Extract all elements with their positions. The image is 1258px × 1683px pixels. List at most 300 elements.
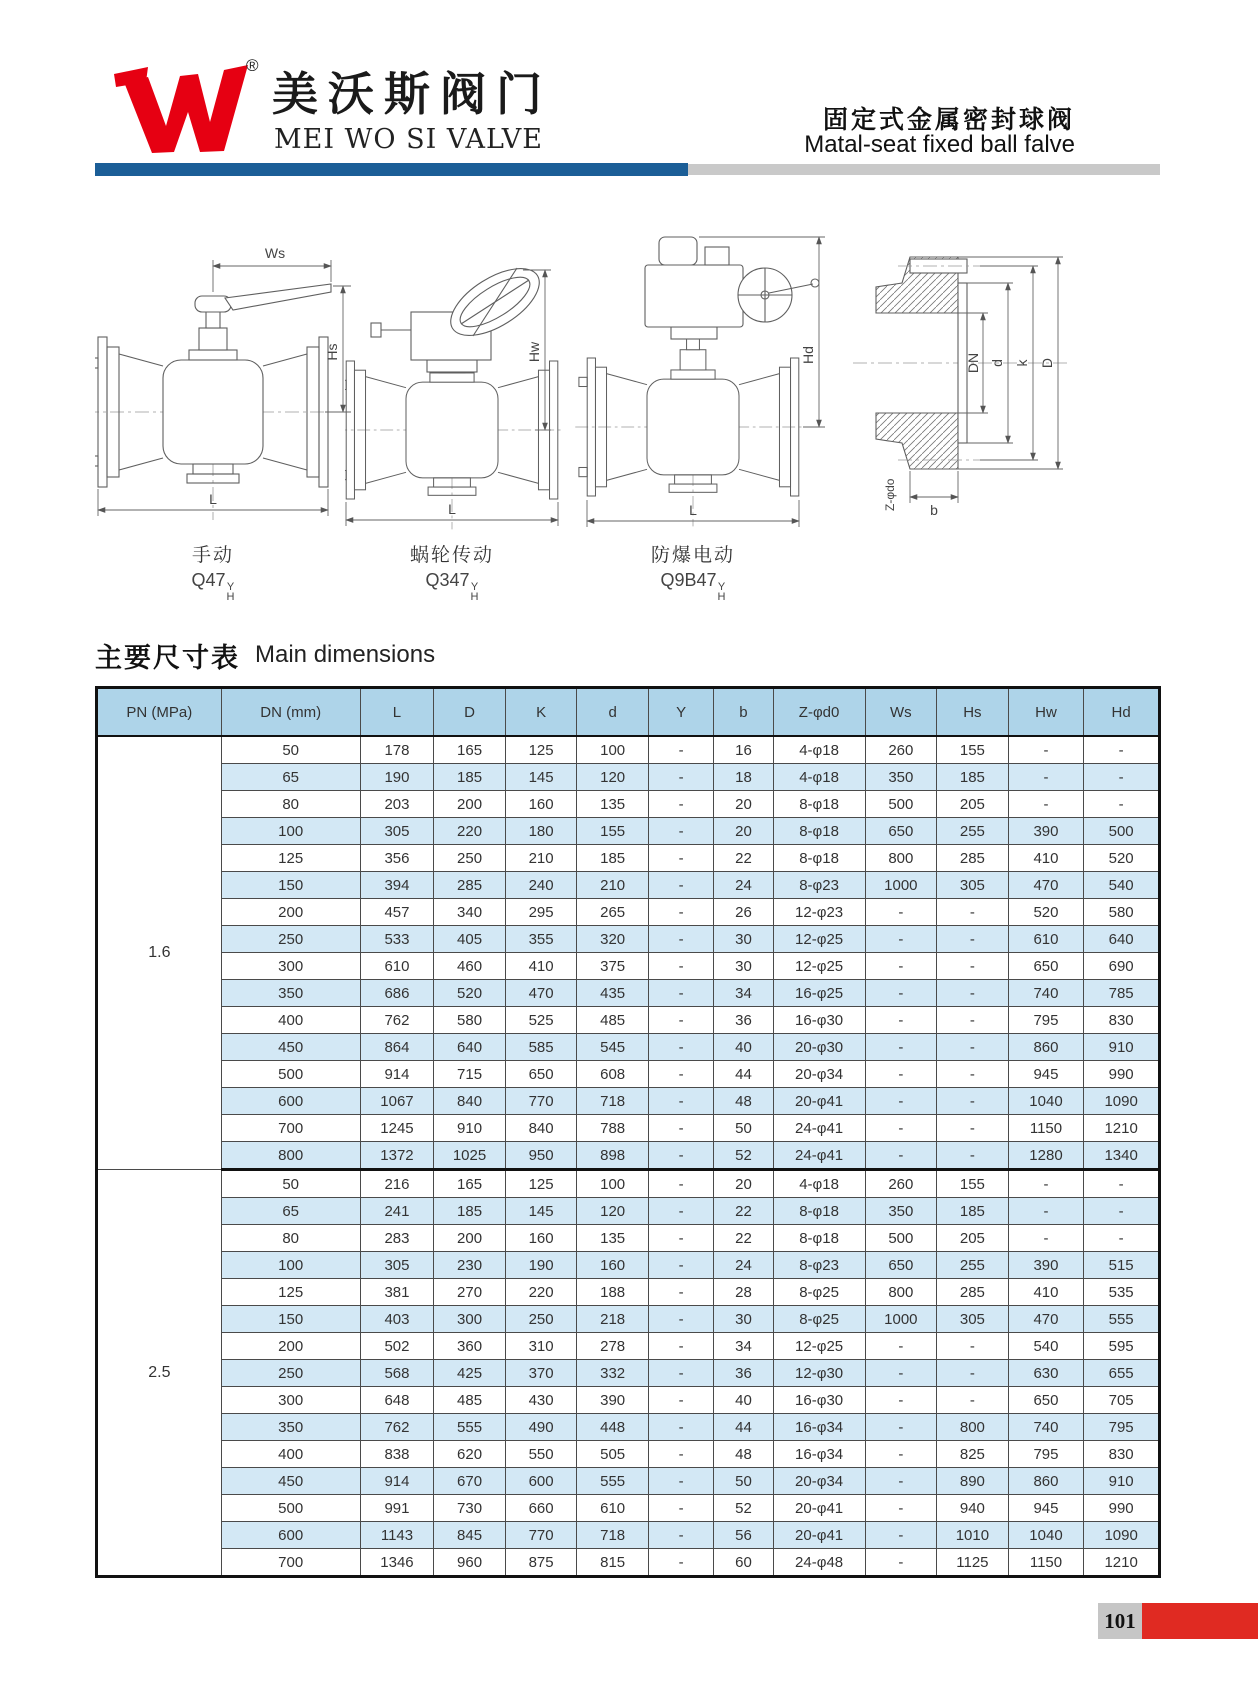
dimension-cell: 12-φ30 (773, 1360, 865, 1387)
dimension-cell: 990 (1084, 1061, 1160, 1088)
dimension-cell: 1040 (1008, 1522, 1084, 1549)
dimension-cell: 48 (714, 1441, 773, 1468)
dimension-cell: 640 (434, 1034, 506, 1061)
dimension-cell: 270 (434, 1279, 506, 1306)
dimension-cell: 825 (937, 1441, 1009, 1468)
dimension-cell: 16 (714, 736, 773, 764)
dimension-cell: 400 (221, 1441, 360, 1468)
dimension-cell: 20-φ41 (773, 1088, 865, 1115)
dimension-cell: 20-φ34 (773, 1468, 865, 1495)
dimension-cell: - (648, 1414, 713, 1441)
table-row (97, 1414, 1160, 1441)
dimension-cell: 34 (714, 1333, 773, 1360)
dimension-cell: 762 (360, 1007, 434, 1034)
table-row (97, 1387, 1160, 1414)
dimension-cell: - (648, 845, 713, 872)
table-row (97, 1306, 1160, 1333)
dimension-cell: 125 (505, 736, 577, 764)
table-row (97, 1252, 1160, 1279)
dimension-cell: 160 (505, 1225, 577, 1252)
dimension-cell: 22 (714, 1198, 773, 1225)
table-row (97, 1441, 1160, 1468)
dimension-cell: 648 (360, 1387, 434, 1414)
dimension-cell: - (648, 1495, 713, 1522)
col-header-b: b (714, 688, 773, 737)
dimension-cell: 8-φ23 (773, 872, 865, 899)
dimension-cell: 520 (434, 980, 506, 1007)
table-row (97, 736, 1160, 764)
dimension-cell: 350 (865, 764, 937, 791)
dimension-cell: 145 (505, 764, 577, 791)
dimension-cell: 650 (865, 818, 937, 845)
dimension-cell: 535 (1084, 1279, 1160, 1306)
dimension-cell: - (648, 1441, 713, 1468)
dimension-cell: - (937, 899, 1009, 926)
table-row (97, 1061, 1160, 1088)
dimension-cell: - (937, 1360, 1009, 1387)
dimension-cell: 200 (221, 1333, 360, 1360)
dimension-cell: 555 (434, 1414, 506, 1441)
dimension-cell: 4-φ18 (773, 736, 865, 764)
dimension-cell: 914 (360, 1468, 434, 1495)
dimension-cell: 8-φ25 (773, 1279, 865, 1306)
table-row (97, 980, 1160, 1007)
dimension-cell: 100 (221, 1252, 360, 1279)
dimension-cell: 8-φ18 (773, 845, 865, 872)
dimension-cell: 690 (1084, 953, 1160, 980)
dimension-cell: 16-φ30 (773, 1387, 865, 1414)
dimension-cell: 370 (505, 1360, 577, 1387)
dimension-cell: 838 (360, 1441, 434, 1468)
dimension-cell: 515 (1084, 1252, 1160, 1279)
product-title-en: Matal-seat fixed ball falve (804, 131, 1075, 158)
dimension-cell: 470 (1008, 1306, 1084, 1333)
dimension-cell: - (648, 1007, 713, 1034)
dimension-cell: 210 (577, 872, 649, 899)
dimension-cell: 910 (434, 1115, 506, 1142)
dimension-cell: 390 (577, 1387, 649, 1414)
dimension-cell: 520 (1084, 845, 1160, 872)
dimension-cell: 155 (937, 1170, 1009, 1198)
dimension-cell: 16-φ30 (773, 1007, 865, 1034)
dimension-cell: 300 (434, 1306, 506, 1333)
dimension-cell: 52 (714, 1142, 773, 1170)
dimension-cell: 56 (714, 1522, 773, 1549)
dimension-cell: 52 (714, 1495, 773, 1522)
dimension-cell: 390 (1008, 1252, 1084, 1279)
dimension-cell: 595 (1084, 1333, 1160, 1360)
col-header-dn: DN (mm) (221, 688, 360, 737)
dimension-cell: 216 (360, 1170, 434, 1198)
dimension-cell: - (937, 1142, 1009, 1170)
dimension-cell: - (648, 818, 713, 845)
dimension-cell: 356 (360, 845, 434, 872)
worm-gear-valve-drawing (345, 190, 561, 540)
dim-label-l1: L (209, 491, 217, 507)
dimension-cell: 1150 (1008, 1549, 1084, 1577)
dimension-cell: 800 (865, 1279, 937, 1306)
dimension-cell: 180 (505, 818, 577, 845)
dimension-cell: 300 (221, 1387, 360, 1414)
dimension-cell: 24 (714, 1252, 773, 1279)
dimension-cell: 8-φ18 (773, 791, 865, 818)
dimension-cell: 200 (221, 899, 360, 926)
dimension-cell: 44 (714, 1061, 773, 1088)
dimension-cell: 203 (360, 791, 434, 818)
dimension-cell: 65 (221, 1198, 360, 1225)
dimension-cell: 568 (360, 1360, 434, 1387)
table-row (97, 1198, 1160, 1225)
caption-electric-model: Q9B47 Y H (660, 570, 726, 603)
dimension-cell: 1040 (1008, 1088, 1084, 1115)
dimension-cell: - (937, 1333, 1009, 1360)
dimension-cell: - (1008, 1170, 1084, 1198)
dimension-cell: 4-φ18 (773, 764, 865, 791)
dimension-cell: - (865, 926, 937, 953)
dimension-cell: - (648, 953, 713, 980)
dimension-cell: - (937, 1387, 1009, 1414)
dimension-cell: 16-φ34 (773, 1441, 865, 1468)
dimension-cell: 125 (505, 1170, 577, 1198)
dimension-cell: 525 (505, 1007, 577, 1034)
col-header-hs: Hs (937, 688, 1009, 737)
dimension-cell: 815 (577, 1549, 649, 1577)
dimension-cell: 145 (505, 1198, 577, 1225)
table-row (97, 818, 1160, 845)
table-row (97, 1170, 1160, 1198)
dimension-cell: 500 (221, 1495, 360, 1522)
dimension-cell: 410 (1008, 1279, 1084, 1306)
dimension-cell: 320 (577, 926, 649, 953)
dimension-cell: 4-φ18 (773, 1170, 865, 1198)
dimension-cell: - (648, 1088, 713, 1115)
dimension-cell: 390 (1008, 818, 1084, 845)
dimension-cell: 16-φ34 (773, 1414, 865, 1441)
col-header-pn: PN (MPa) (97, 688, 222, 737)
dimension-cell: - (865, 899, 937, 926)
dimension-cell: 740 (1008, 1414, 1084, 1441)
dimension-cell: - (1084, 1225, 1160, 1252)
dimension-cell: 205 (937, 1225, 1009, 1252)
dimension-cell: 185 (577, 845, 649, 872)
dimension-cell: 800 (937, 1414, 1009, 1441)
dimension-cell: 1090 (1084, 1522, 1160, 1549)
dimension-cell: 50 (221, 736, 360, 764)
dimension-cell: 278 (577, 1333, 649, 1360)
dimension-cell: 100 (577, 736, 649, 764)
dimension-cell: 500 (865, 1225, 937, 1252)
dimension-cell: 350 (865, 1198, 937, 1225)
dimension-cell: 500 (865, 791, 937, 818)
dimension-cell: 250 (434, 845, 506, 872)
dimension-cell: 730 (434, 1495, 506, 1522)
dimension-cell: 305 (937, 872, 1009, 899)
table-title-en: Main dimensions (255, 641, 436, 668)
table-row (97, 1225, 1160, 1252)
dimension-cell: 190 (360, 764, 434, 791)
dimension-cell: 65 (221, 764, 360, 791)
dimension-cell: 1245 (360, 1115, 434, 1142)
dimension-cell: 580 (1084, 899, 1160, 926)
footer-red-bar (1142, 1603, 1258, 1639)
dimension-cell: - (865, 1333, 937, 1360)
dimension-cell: 1372 (360, 1142, 434, 1170)
dimension-cell: - (865, 1414, 937, 1441)
page-number: 101 (1098, 1603, 1142, 1639)
dimension-cell: 795 (1008, 1007, 1084, 1034)
dimension-cell: 135 (577, 1225, 649, 1252)
dimension-cell: 800 (221, 1142, 360, 1170)
dimension-cell: - (1084, 791, 1160, 818)
dimension-cell: - (648, 1115, 713, 1142)
dimension-cell: 30 (714, 953, 773, 980)
dimension-cell: 840 (505, 1115, 577, 1142)
dimension-cell: 940 (937, 1495, 1009, 1522)
dimension-cell: 165 (434, 1170, 506, 1198)
dimension-cell: 350 (221, 980, 360, 1007)
dimension-cell: 24-φ41 (773, 1115, 865, 1142)
dimension-cell: 705 (1084, 1387, 1160, 1414)
brand-name-en: MEI WO SI VALVE (274, 124, 543, 155)
col-header-hw: Hw (1008, 688, 1084, 737)
dimension-cell: 457 (360, 899, 434, 926)
dimension-cell: - (648, 1360, 713, 1387)
dimension-cell: - (648, 1306, 713, 1333)
dimension-cell: 875 (505, 1549, 577, 1577)
dimension-cell: - (648, 1142, 713, 1170)
dimension-cell: 241 (360, 1198, 434, 1225)
dimension-cell: 8-φ18 (773, 1198, 865, 1225)
dimension-cell: 945 (1008, 1061, 1084, 1088)
dimension-cell: 120 (577, 764, 649, 791)
dimension-cell: 533 (360, 926, 434, 953)
dimension-cell: - (937, 926, 1009, 953)
dimension-cell: 1000 (865, 1306, 937, 1333)
dimension-cell: 795 (1008, 1441, 1084, 1468)
dimension-cell: - (865, 953, 937, 980)
dimension-cell: 845 (434, 1522, 506, 1549)
dimension-cell: - (1008, 1198, 1084, 1225)
dimension-cell: 580 (434, 1007, 506, 1034)
dimension-cell: 230 (434, 1252, 506, 1279)
dimension-cell: 585 (505, 1034, 577, 1061)
dimension-cell: 250 (221, 1360, 360, 1387)
dimension-cell: 100 (221, 818, 360, 845)
dimension-cell: - (648, 1198, 713, 1225)
dimension-cell: 394 (360, 872, 434, 899)
dimension-cell: 610 (360, 953, 434, 980)
dimension-cell: 860 (1008, 1034, 1084, 1061)
dimension-cell: 260 (865, 736, 937, 764)
dimension-cell: 403 (360, 1306, 434, 1333)
caption-worm-model: Q347 Y H (425, 570, 479, 603)
dimension-cell: - (937, 980, 1009, 1007)
dimension-cell: 435 (577, 980, 649, 1007)
dimension-cell: 160 (577, 1252, 649, 1279)
dimension-cell: 80 (221, 791, 360, 818)
caption-manual-model: Q47 Y H (191, 570, 235, 603)
dimension-cell: 1010 (937, 1522, 1009, 1549)
dimension-cell: 630 (1008, 1360, 1084, 1387)
dimension-cell: 24 (714, 872, 773, 899)
header-divider-blue (95, 163, 688, 176)
dimension-cell: - (937, 1088, 1009, 1115)
dimensions-table-body (97, 736, 1160, 1577)
dimension-cell: 910 (1084, 1468, 1160, 1495)
dimension-cell: 305 (937, 1306, 1009, 1333)
dimension-cell: - (648, 1225, 713, 1252)
dimension-cell: 500 (221, 1061, 360, 1088)
dimension-cell: 460 (434, 953, 506, 980)
dimension-cell: 300 (221, 953, 360, 980)
caption-worm-label: 蜗轮传动 (409, 545, 494, 566)
dimension-cell: 1125 (937, 1549, 1009, 1577)
dimension-cell: - (648, 926, 713, 953)
dimension-cell: 125 (221, 1279, 360, 1306)
dimension-cell: 914 (360, 1061, 434, 1088)
dimension-cell: 470 (505, 980, 577, 1007)
dimension-cell: 16-φ25 (773, 980, 865, 1007)
dimension-cell: 410 (505, 953, 577, 980)
dimension-cell: - (865, 980, 937, 1007)
brand-name-cn: 美沃斯阀门 (272, 67, 552, 121)
caption-electric (578, 540, 808, 602)
dimension-cell: - (937, 1034, 1009, 1061)
dimension-cell: 840 (434, 1088, 506, 1115)
dimension-cell: 650 (505, 1061, 577, 1088)
dimension-cell: 740 (1008, 980, 1084, 1007)
dimension-cell: 700 (221, 1115, 360, 1142)
dimension-cell: - (937, 1007, 1009, 1034)
dimension-cell: 355 (505, 926, 577, 953)
dimension-cell: 20-φ34 (773, 1061, 865, 1088)
dimension-cell: 1340 (1084, 1142, 1160, 1170)
dimension-cell: 125 (221, 845, 360, 872)
dimension-cell: - (1084, 1170, 1160, 1198)
dimension-cell: 160 (505, 791, 577, 818)
dimension-cell: 135 (577, 791, 649, 818)
dimension-cell: 1210 (1084, 1115, 1160, 1142)
dimension-cell: 185 (937, 1198, 1009, 1225)
dimension-cell: 540 (1084, 872, 1160, 899)
dimension-cell: - (648, 764, 713, 791)
dimension-cell: 50 (714, 1115, 773, 1142)
col-header-d: d (577, 688, 649, 737)
dimension-cell: - (865, 1549, 937, 1577)
table-title-cn: 主要尺寸表 (95, 643, 240, 673)
dimension-cell: 285 (434, 872, 506, 899)
dimension-cell: 945 (1008, 1495, 1084, 1522)
dimension-cell: 650 (1008, 953, 1084, 980)
dimension-cell: 30 (714, 1306, 773, 1333)
dimension-cell: 310 (505, 1333, 577, 1360)
dimension-cell: 255 (937, 1252, 1009, 1279)
dimension-cell: 80 (221, 1225, 360, 1252)
dimension-cell: 20-φ30 (773, 1034, 865, 1061)
dimension-cell: 12-φ25 (773, 926, 865, 953)
pn-group-cell: 1.6 (97, 736, 222, 1170)
dimension-cell: - (1008, 764, 1084, 791)
dimension-cell: 686 (360, 980, 434, 1007)
dimension-cell: 1025 (434, 1142, 506, 1170)
product-title-cn: 固定式金属密封球阀 (822, 106, 1075, 134)
dim-label-l3: L (689, 502, 697, 518)
dimension-cell: - (648, 1170, 713, 1198)
dimension-cell: - (865, 1468, 937, 1495)
dimension-cell: 1090 (1084, 1088, 1160, 1115)
dim-label-hd: Hd (800, 346, 816, 364)
dim-label-bolt-holes: Z-φdo (883, 478, 897, 511)
table-row (97, 926, 1160, 953)
dimension-cell: - (865, 1088, 937, 1115)
dimension-cell: - (1008, 736, 1084, 764)
dimension-cell: 48 (714, 1088, 773, 1115)
dimension-cell: 44 (714, 1414, 773, 1441)
dimension-cell: - (648, 872, 713, 899)
caption-electric-label: 防爆电动 (650, 545, 735, 566)
dimension-cell: 218 (577, 1306, 649, 1333)
dimension-cell: - (648, 1468, 713, 1495)
dimension-cell: 550 (505, 1441, 577, 1468)
dimension-cell: 610 (1008, 926, 1084, 953)
header-divider-gray (688, 164, 1160, 175)
col-header-ws: Ws (865, 688, 937, 737)
table-row (97, 1495, 1160, 1522)
dimension-cell: 18 (714, 764, 773, 791)
dimension-cell: 545 (577, 1034, 649, 1061)
dimension-cell: 860 (1008, 1468, 1084, 1495)
dimension-cell: 425 (434, 1360, 506, 1387)
table-row (97, 1360, 1160, 1387)
dimension-cell: 20 (714, 1170, 773, 1198)
col-header-d-cap: D (434, 688, 506, 737)
dimension-cell: 600 (505, 1468, 577, 1495)
dim-label-l2: L (448, 501, 456, 517)
dimension-cell: 100 (577, 1170, 649, 1198)
dimension-cell: 555 (577, 1468, 649, 1495)
dimension-cell: 360 (434, 1333, 506, 1360)
dimension-cell: - (937, 953, 1009, 980)
dimension-cell: 12-φ25 (773, 1333, 865, 1360)
dimension-cell: 898 (577, 1142, 649, 1170)
dimension-cell: 864 (360, 1034, 434, 1061)
dimension-cell: 285 (937, 1279, 1009, 1306)
dimension-cell: 28 (714, 1279, 773, 1306)
dimension-cell: 220 (434, 818, 506, 845)
dimension-cell: - (648, 1387, 713, 1414)
table-row (97, 1088, 1160, 1115)
dimension-cell: - (865, 1522, 937, 1549)
dimension-cell: - (648, 1034, 713, 1061)
dimension-cell: 188 (577, 1279, 649, 1306)
dimension-cell: 555 (1084, 1306, 1160, 1333)
dimension-cell: 700 (221, 1549, 360, 1577)
dimension-cell: 12-φ25 (773, 953, 865, 980)
dimension-cell: - (648, 736, 713, 764)
dimension-cell: 8-φ23 (773, 1252, 865, 1279)
dimension-cell: 190 (505, 1252, 577, 1279)
table-row (97, 764, 1160, 791)
dimension-cell: - (648, 1333, 713, 1360)
dimension-cell: - (648, 791, 713, 818)
dimension-cell: 410 (1008, 845, 1084, 872)
dimension-cell: 200 (434, 791, 506, 818)
dimension-cell: 150 (221, 1306, 360, 1333)
table-row (97, 872, 1160, 899)
dimension-cell: 8-φ18 (773, 1225, 865, 1252)
dimension-cell: 715 (434, 1061, 506, 1088)
table-row (97, 953, 1160, 980)
